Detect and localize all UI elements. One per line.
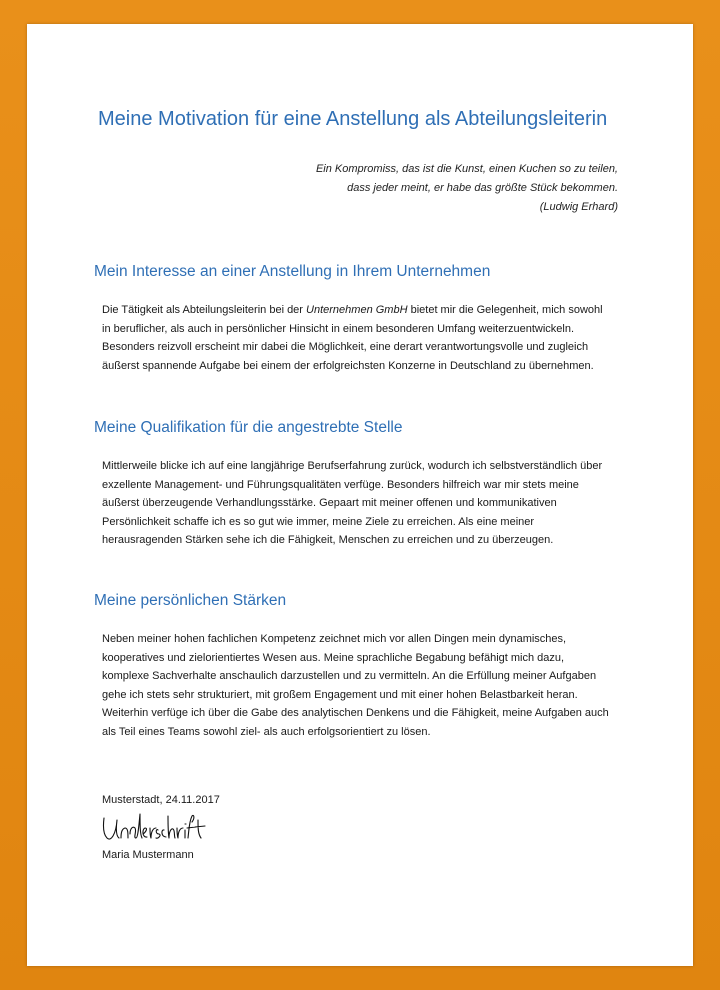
quote-line-2: dass jeder meint, er habe das größte Stück bekommen. <box>347 182 618 194</box>
paragraph-text-end: bietet mir die Gelegenheit, mich sowohl in beruflicher, als auch in persönlicher Hinsicht in einem besonderen Umfang weiterzuentwickeln. Besonders reizvoll erscheint mir dabei die Möglichkeit, eine derart verantwortungsvolle und zugleich äußerst spannende Aufgabe bei einem der erfolgreichsten Konzerne in Deutschland zu übernehmen. <box>102 304 603 372</box>
section-heading-qualification: Meine Qualifikation für die angestrebte Stelle <box>94 419 403 436</box>
letter-page <box>27 24 693 966</box>
section-heading-interest: Mein Interesse an einer Anstellung in Ihrem Unternehmen <box>94 263 491 280</box>
quote-block <box>218 160 618 217</box>
quote-author: (Ludwig Erhard) <box>539 201 618 213</box>
handwritten-signature <box>100 812 210 848</box>
section-paragraph-strengths: Neben meiner hohen fachlichen Kompetenz zeichnet mich vor allen Dingen mein dynamisches, kooperatives und zielorientiertes Wesen aus. Meine sprachliche Begabung befähigt mich dazu, komplexe Sachverhalte anschaulich darzustellen und zu vermitteln. An die Erfüllung meiner Aufgaben gehe ich stets sehr strukturiert, mit großem Engagement und mit einer hohen Belastbarkeit heran. Weiterhin verfüge ich über die Gabe des analytischen Denkens und die Fähigkeit, meine Aufgaben auch als Teil eines Teams sowohl ziel- als auch erfolgsorientiert zu lösen. <box>102 633 609 738</box>
document-title: Meine Motivation für eine Anstellung als Abteilungsleiterin <box>98 108 608 130</box>
place-date: Musterstadt, 24.11.2017 <box>102 794 220 806</box>
company-name: Unternehmen GmbH <box>306 304 408 316</box>
paragraph-text-start: Die Tätigkeit als Abteilungsleiterin bei der <box>102 304 307 316</box>
quote-line-1: Ein Kompromiss, das ist die Kunst, einen Kuchen so zu teilen, <box>315 163 618 175</box>
section-paragraph-interest <box>102 301 612 375</box>
section-heading-strengths: Meine persönlichen Stärken <box>94 592 287 609</box>
signer-name: Maria Mustermann <box>102 849 194 861</box>
section-paragraph-qualification: Mittlerweile blicke ich auf eine langjährige Berufserfahrung zurück, wodurch ich selbstverständlich über exzellente Management- und Führungsqualitäten verfüge. Besonders hilfreich war mir stets meine äußerst überzeugende Verhandlungsstärke. Gepaart mit meiner offenen und kommunikativen Persönlichkeit schaffe ich es so gut wie immer, meine Ziele zu erreichen. Als eine meiner herausragenden Stärken sehe ich die Fähigkeit, Menschen zu erreichen und zu überzeugen. <box>102 460 603 547</box>
